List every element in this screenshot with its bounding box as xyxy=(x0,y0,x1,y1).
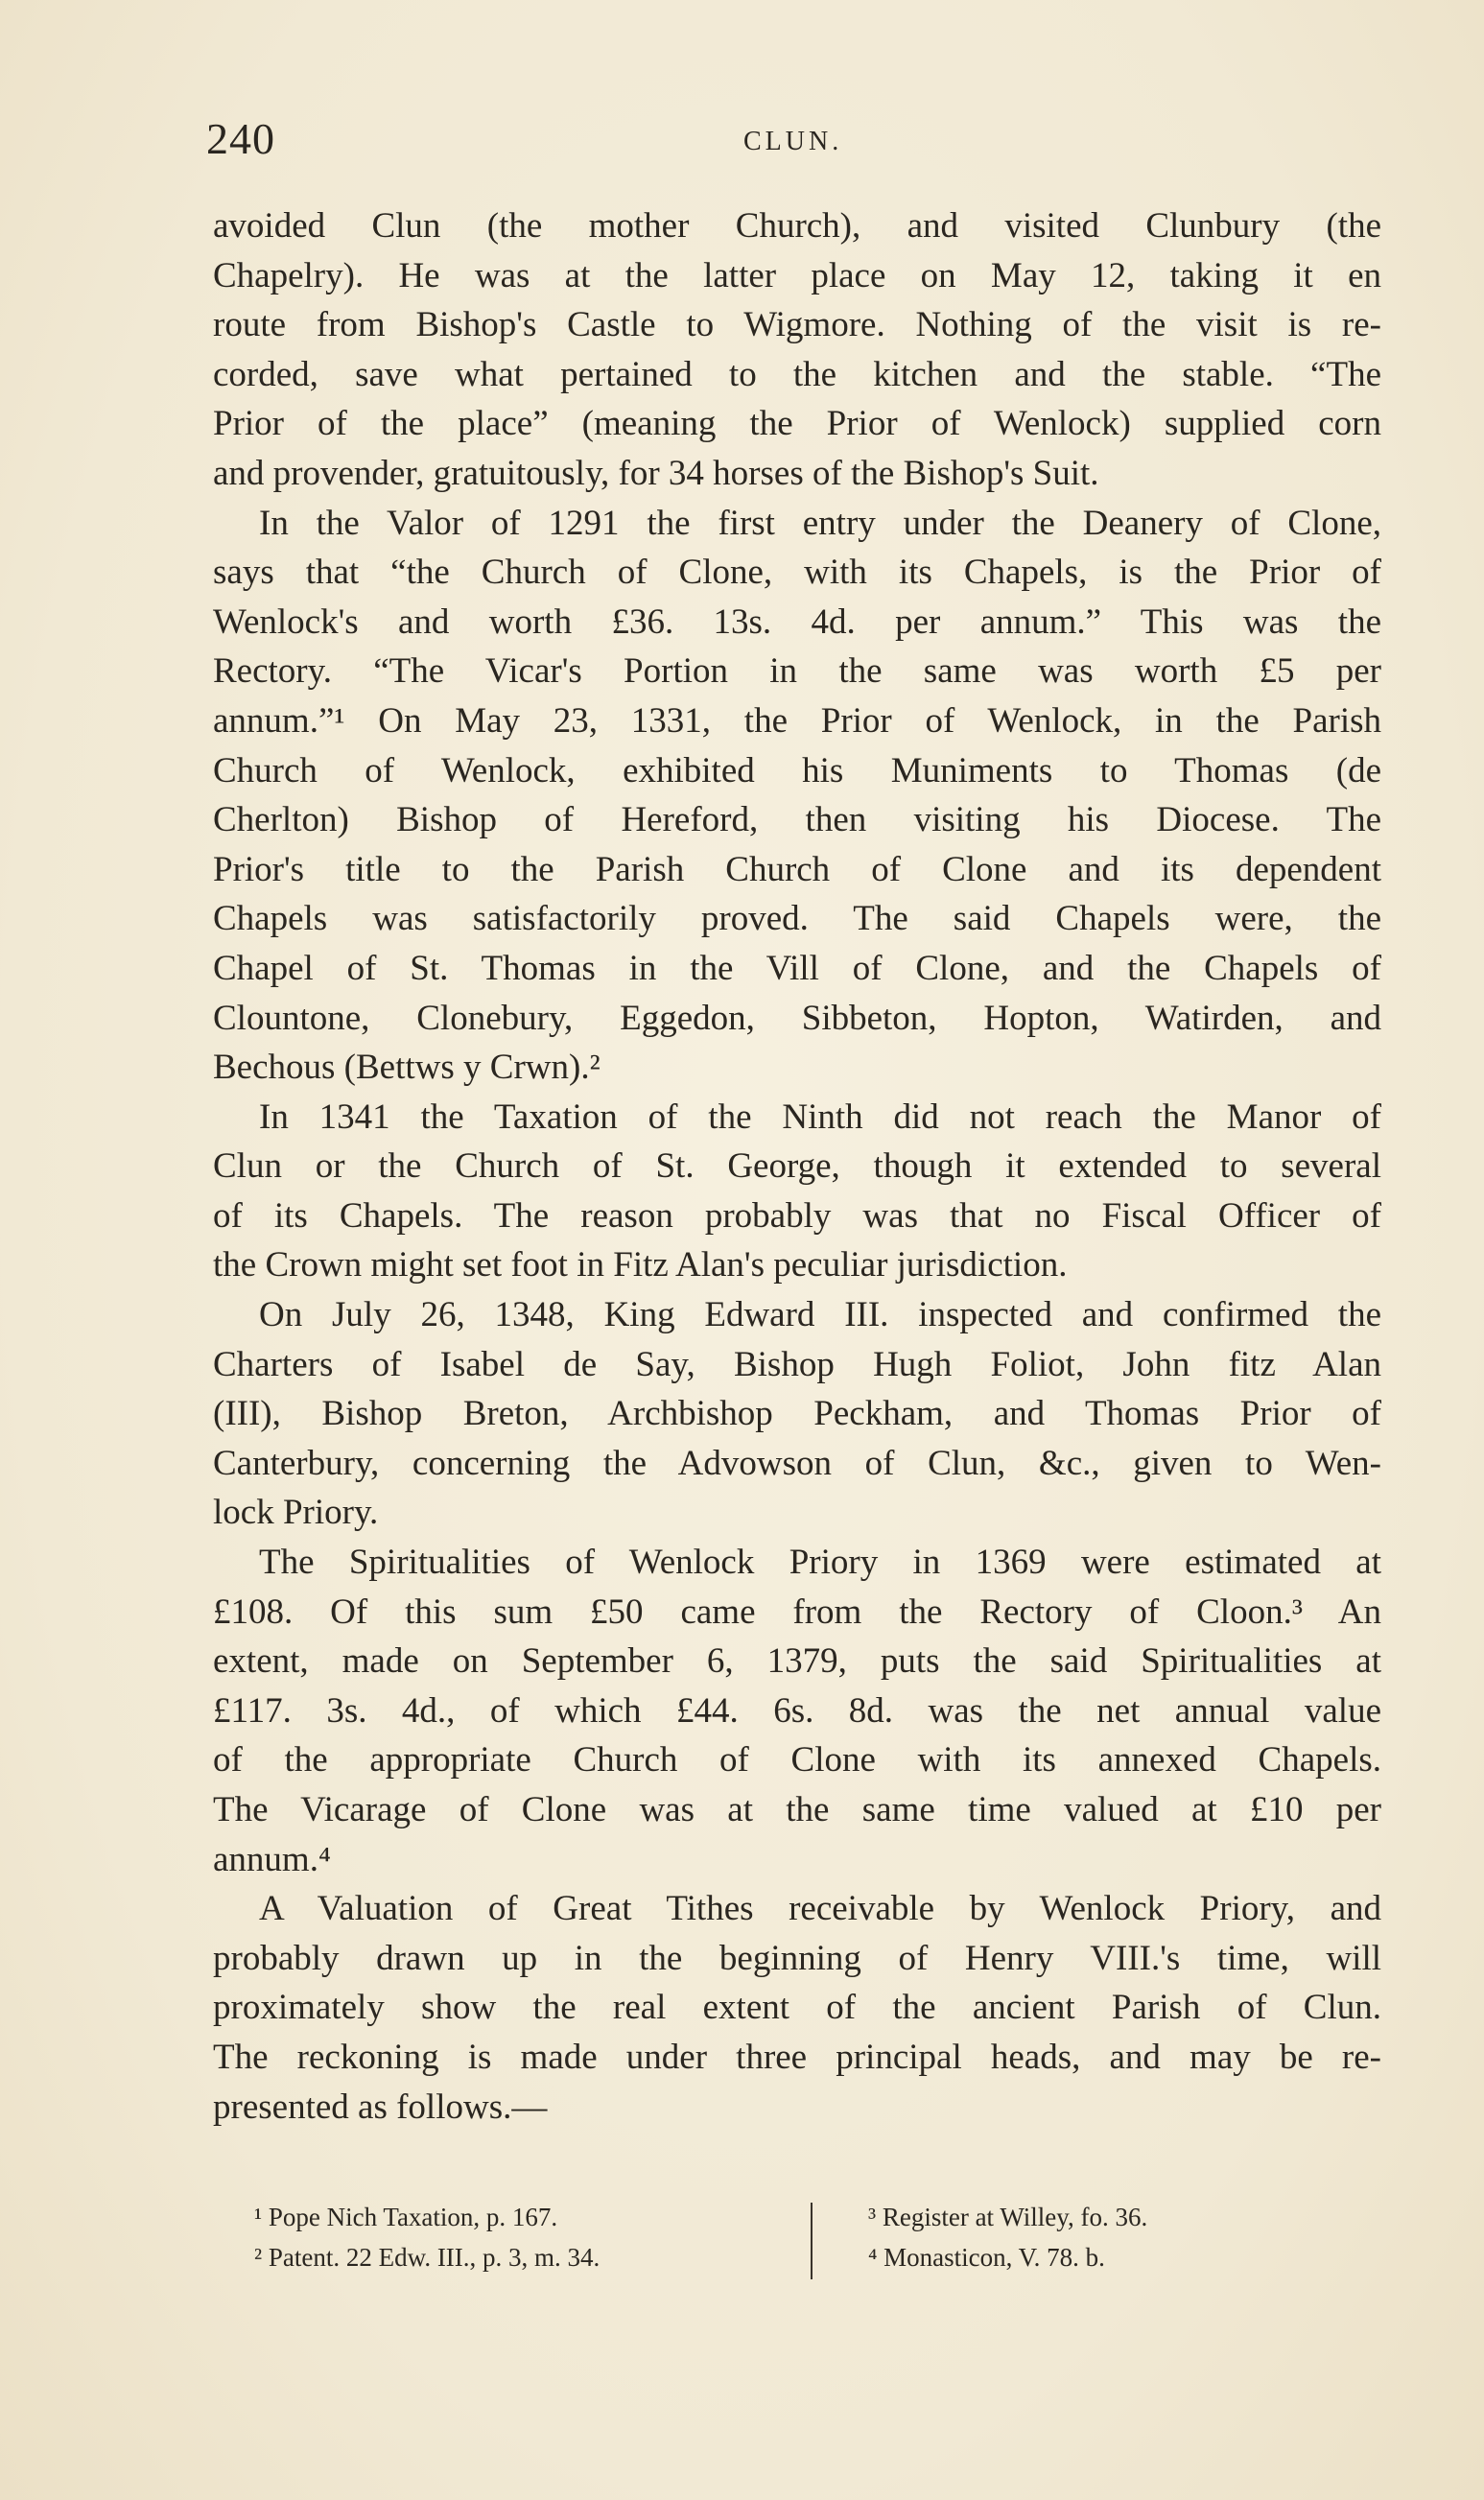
page-header xyxy=(206,113,1369,171)
paragraph-start-line: A Valuation of Great Tithes receivable by Wenlock Priory, and xyxy=(259,1889,1381,1929)
text-line: corded, save what pertained to the kitchen and the stable. “The xyxy=(213,354,1381,394)
text-line: proximately show the real extent of the ancient Parish of Clun. xyxy=(213,1988,1381,2028)
text-line: Chapel of St. Thomas in the Vill of Clone, and the Chapels of xyxy=(213,948,1381,988)
text-line: avoided Clun (the mother Church), and visited Clunbury (the xyxy=(213,206,1381,246)
paragraph-start-line: In the Valor of 1291 the first entry under the Deanery of Clone, xyxy=(259,503,1381,543)
footnote: ⁴ Monasticon, V. 78. b. xyxy=(868,2243,1105,2272)
text-line: £108. Of this sum £50 came from the Rectory of Cloon.³ An xyxy=(213,1592,1381,1632)
text-line: extent, made on September 6, 1379, puts the said Spiritualities at xyxy=(213,1641,1381,1682)
text-line: of its Chapels. The reason probably was that no Fiscal Officer of xyxy=(213,1195,1381,1236)
text-line: presented as follows.— xyxy=(213,2087,548,2127)
page-number: 240 xyxy=(206,114,275,163)
text-line: Canterbury, concerning the Advowson of Clun, &c., given to Wen- xyxy=(213,1443,1381,1483)
text-line: The Vicarage of Clone was at the same time valued at £10 per xyxy=(213,1790,1381,1829)
footnote-column-divider xyxy=(811,2203,813,2279)
text-line: Clountone, Clonebury, Eggedon, Sibbeton, Hopton, Watirden, and xyxy=(213,998,1381,1038)
text-line: The reckoning is made under three principal heads, and may be re- xyxy=(213,2037,1381,2077)
text-line: probably drawn up in the beginning of Henry VIII.'s time, will xyxy=(213,1938,1381,1978)
text-line: Prior of the place” (meaning the Prior of Wenlock) supplied corn xyxy=(213,404,1381,444)
text-line: Chapelry). He was at the latter place on May 12, taking it en xyxy=(213,255,1381,295)
paragraph-start-line: On July 26, 1348, King Edward III. inspected and confirmed the xyxy=(259,1295,1381,1335)
text-line: route from Bishop's Castle to Wigmore. Nothing of the visit is re- xyxy=(213,305,1381,345)
text-line: of the appropriate Church of Clone with its annexed Chapels. xyxy=(213,1740,1381,1781)
footnotes-right-column xyxy=(868,2197,1309,2277)
text-line: (III), Bishop Breton, Archbishop Peckham, and Thomas Prior of xyxy=(213,1394,1381,1434)
body-text xyxy=(213,201,1381,2132)
footnote: ¹ Pope Nich Taxation, p. 167. xyxy=(254,2203,558,2231)
text-line: the Crown might set foot in Fitz Alan's peculiar jurisdiction. xyxy=(213,1245,1068,1285)
text-line: Charters of Isabel de Say, Bishop Hugh Foliot, John fitz Alan xyxy=(213,1344,1381,1384)
text-line: £117. 3s. 4d., of which £44. 6s. 8d. was the net annual value xyxy=(213,1690,1381,1731)
footnote: ³ Register at Willey, fo. 36. xyxy=(868,2203,1148,2231)
text-line: Bechous (Bettws y Crwn).² xyxy=(213,1048,601,1088)
running-title: CLUN. xyxy=(743,127,843,156)
paragraph-start-line: The Spiritualities of Wenlock Priory in 1369 were estimated at xyxy=(259,1543,1381,1583)
footnotes xyxy=(254,2197,1271,2283)
footnote: ² Patent. 22 Edw. III., p. 3, m. 34. xyxy=(254,2243,601,2272)
text-line: Rectory. “The Vicar's Portion in the same was worth £5 per xyxy=(213,651,1381,692)
text-line: annum.”¹ On May 23, 1331, the Prior of Wenlock, in the Parish xyxy=(213,700,1381,741)
text-line: Church of Wenlock, exhibited his Muniments to Thomas (de xyxy=(213,750,1381,790)
text-line: Chapels was satisfactorily proved. The said Chapels were, the xyxy=(213,899,1381,939)
text-line: annum.⁴ xyxy=(213,1839,331,1879)
footnotes-left-column xyxy=(254,2197,791,2277)
text-line: Cherlton) Bishop of Hereford, then visiting his Diocese. The xyxy=(213,800,1381,840)
paragraph-start-line: In 1341 the Taxation of the Ninth did not reach the Manor of xyxy=(259,1097,1381,1137)
text-line: and provender, gratuitously, for 34 horses of the Bishop's Suit. xyxy=(213,453,1099,493)
text-line: says that “the Church of Clone, with its Chapels, is the Prior of xyxy=(213,553,1381,593)
text-line: Prior's title to the Parish Church of Clone and its dependent xyxy=(213,849,1381,889)
text-line: Clun or the Church of St. George, though it extended to several xyxy=(213,1146,1381,1187)
text-line: Wenlock's and worth £36. 13s. 4d. per annum.” This was the xyxy=(213,601,1381,642)
text-line: lock Priory. xyxy=(213,1493,379,1533)
